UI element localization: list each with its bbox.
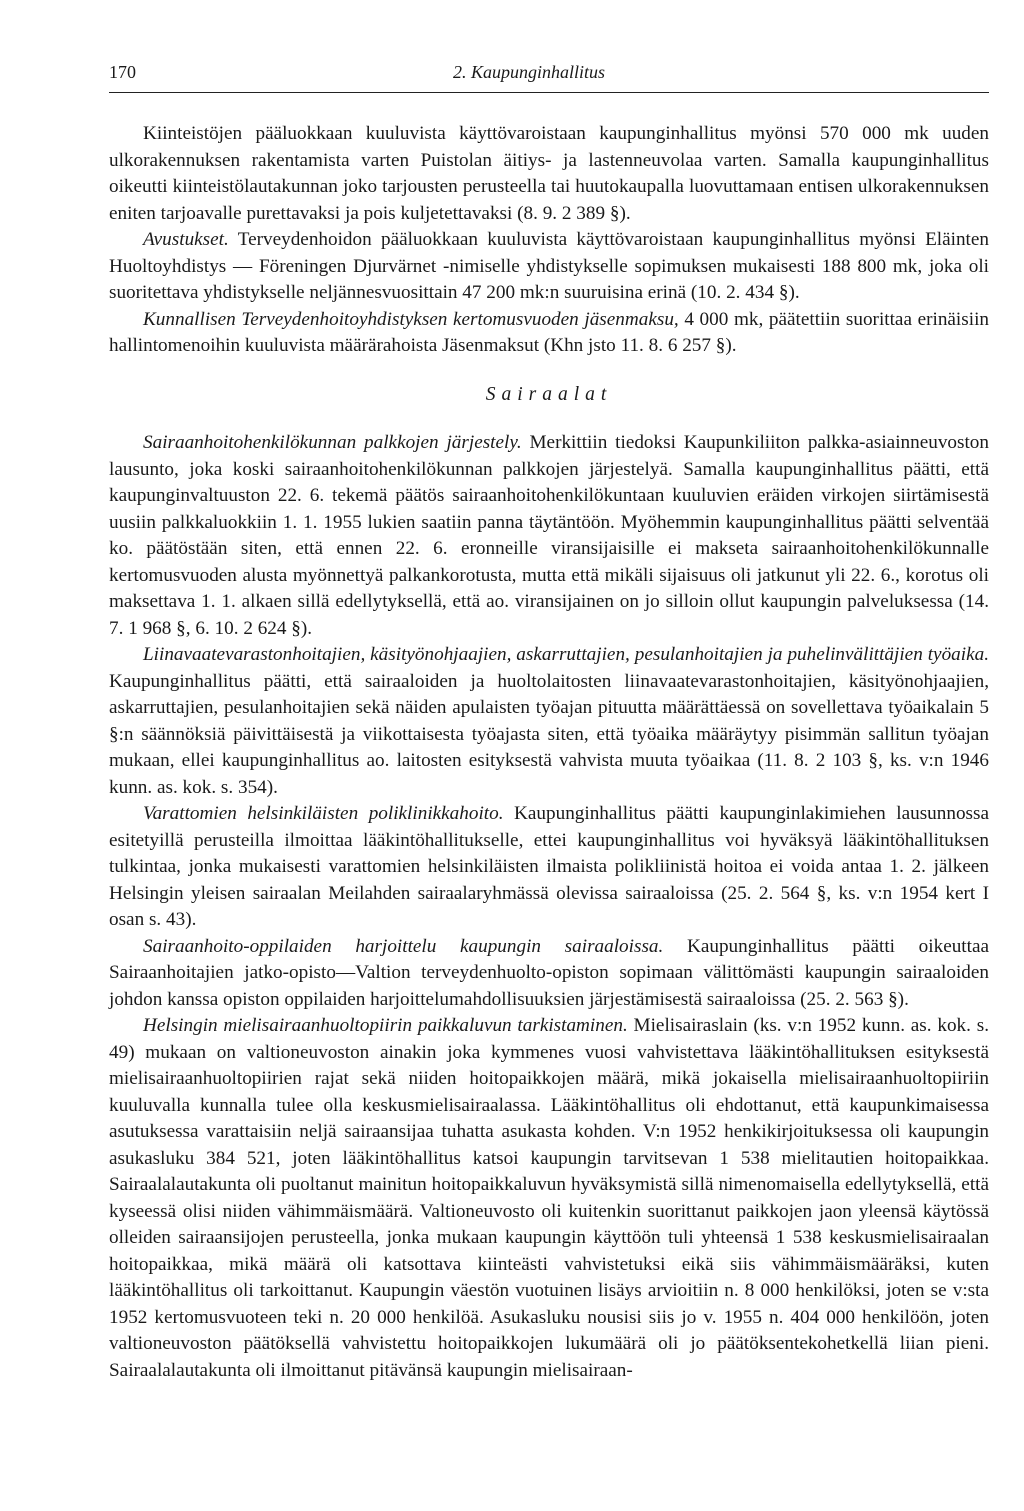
paragraph: [109, 1013, 989, 1384]
page-number: 170: [109, 62, 136, 82]
paragraph: [109, 642, 989, 801]
paragraph-text: Kaupunginhallitus päätti kaupunginlakimiehen lausunnossa esitetyillä perusteilla ilmoittaa lääkintöhallitukselle, ettei kaupunginhallitus voi hyväksyä lääkintöhallituksen tulkintaa, jonka mukaisesti varattomien helsinkiläisten ilmaista polikliinistä hoitoa ei voida antaa 1. 2. jälkeen Helsingin yleisen sairaalan Meilahden sairaalaryhmässä olevissa sairaaloissa (25. 2. 564 §, ks. v:n 1954 kert I osan s. 43).: [109, 803, 989, 930]
paragraph: [109, 801, 989, 934]
running-title: 2. Kaupunginhallitus: [453, 62, 606, 82]
paragraph-lead: Sairaanhoito-oppilaiden harjoittelu kaupungin sairaaloissa.: [143, 935, 664, 957]
paragraph: [109, 227, 989, 307]
page-header: [109, 58, 989, 93]
paragraph-lead: Avustukset.: [143, 229, 229, 250]
paragraph-lead: Varattomien helsinkiläisten poliklinikkahoito.: [143, 803, 504, 824]
paragraph-text: Terveydenhoidon pääluokkaan kuuluvista käyttövaroistaan kaupunginhallitus myönsi Eläinten Huoltoyhdistys — Föreningen Djurvärnet -nimiselle yhdistykselle sopimuksen mukaisesti 188 800 mk, joka oli suoritettava yhdistykselle neljännesvuosittain 47 200 mk:n suuruisina erinä (10. 2. 434 §).: [109, 229, 989, 303]
paragraph-text: Mielisairaslain (ks. v:n 1952 kunn. as. kok. s. 49) mukaan on valtioneuvoston ainakin joka kymmenes vuosi vahvistettava lääkintöhallituksen esityksestä mielisairaanhuoltopiirien rajat sekä niiden hoitopaikkojen määrä, mikä jokaisella mielisairaanhuoltopiiriin kuuluvalla kunnalla tulee olla keskusmielisairaalassa. Lääkintöhallitus oli ehdottanut, että kaupunkimaisessa asutuksessa varattaisiin neljä sairaansijaa tuhatta asukasta kohden. V:n 1952 henkikirjoituksessa oli kaupungin asukasluku 384 521, joten lääkintöhallitus katsoi kaupungin tarvitsevan 1 538 mielitautien hoitopaikkaa. Sairaalalautakunta oli puoltanut mainitun hoitopaikkaluvun hyväksymistä sillä nimenomaisella edellytyksellä, että kyseessä olisi niiden vähimmäismäärä. Valtioneuvosto oli kuitenkin suorittanut paikkojen jaon yleensä käytössä olleiden sairaansijojen perusteella, jonka mukaan kaupungin käyttöön tuli yhteensä 1 538 keskusmielisairaalan hoitopaikkaa, mikä määrä oli katsottava kiinteästi vahvistetuksi eikä siis vähimmäismääräksi, kuten lääkintöhallitus oli tarkoittanut. Kaupungin väestön vuotuinen lisäys arvioitiin n. 8 000 henkilöksi, joten se v:sta 1952 kertomusvuoteen teki n. 20 000 henkilöä. Asukasluku nousisi siis jo v. 1955 n. 404 000 henkilöön, joten valtioneuvoston päätöksellä vahvistettu hoitopaikkojen lukumäärä oli jo päätöksentekohetkellä liian pieni. Sairaalalautakunta oli ilmoittanut pitävänsä kaupungin mielisairaan-: [109, 1015, 989, 1381]
document-page: [109, 58, 989, 1384]
paragraph: [109, 934, 989, 1014]
body-text: [109, 121, 989, 1384]
paragraph: [109, 430, 989, 642]
paragraph-text: Kaupunginhallitus päätti oikeuttaa Sairaanhoitajien jatko-opisto—Valtion terveydenhuolto-opiston sopimaan välittömästi kaupungin sairaaloiden johdon kanssa opiston oppilaiden harjoittelumahdollisuuksien järjestämisestä sairaaloissa (25. 2. 563 §).: [109, 935, 989, 1010]
paragraph-lead: Liinavaatevarastonhoitajien, käsityönohjaajien, askarruttajien, pesulanhoitajien ja puhelinvälittäjien työaika.: [143, 644, 989, 665]
paragraph-text: Merkittiin tiedoksi Kaupunkiliiton palkka-asiainneuvoston lausunto, joka koski sairaanhoitohenkilökunnan palkkojen järjestelyä. Samalla kaupunginhallitus päätti, että kaupunginvaltuuston 22. 6. tekemä päätös sairaanhoitohenkilökuntaan kuuluvien eräiden virkojen siirtämisestä uusiin palkkaluokkiin 1. 1. 1955 lukien saatiin panna täytäntöön. Myöhemmin kaupunginhallitus päätti selventää ko. päätöstään siten, että ennen 22. 6. eronneille viransijaisille ei makseta sairaanhoitohenkilökunnalle kertomusvuoden alusta myönnettyä palkankorotusta, mutta että mikäli sijaisuus oli jatkunut yli 22. 6., korotus oli maksettava 1. 1. alkaen sillä edellytyksellä, että ao. viransijainen on jo silloin ollut kaupungin palveluksessa (14. 7. 1 968 §, 6. 10. 2 624 §).: [109, 432, 989, 639]
paragraph: [109, 121, 989, 227]
paragraph-lead: Helsingin mielisairaanhuoltopiirin paikkaluvun tarkistaminen.: [143, 1015, 628, 1036]
section-heading: Sairaalat: [485, 383, 613, 405]
paragraph-lead: Kunnallisen Terveydenhoitoyhdistyksen kertomusvuoden jäsenmaksu,: [143, 308, 679, 330]
paragraph-lead: Sairaanhoitohenkilökunnan palkkojen järjestely.: [143, 432, 522, 453]
paragraph: [109, 307, 989, 360]
paragraph-text: 4 000 mk, päätettiin suorittaa erinäisiin hallintomenoihin kuuluvista määrärahoista Jäsenmaksut (Khn jsto 11. 8. 6 257 §).: [109, 308, 989, 356]
paragraph-text: Kiinteistöjen pääluokkaan kuuluvista käyttövaroistaan kaupunginhallitus myönsi 570 000 mk uuden ulkorakennuksen rakentamista varten Puistolan äitiys- ja lastenneuvolaa varten. Samalla kaupunginhallitus oikeutti kiinteistölautakunnan joko tarjousten perusteella tai huutokaupalla luovuttamaan entisen ulkorakennuksen eniten tarjoavalle purettavaksi ja pois kuljetettavaksi (8. 9. 2 389 §).: [109, 123, 989, 224]
paragraph-text: Kaupunginhallitus päätti, että sairaaloiden ja huoltolaitosten liinavaatevarastonhoitajien, käsityönohjaajien, askarruttajien, pesulanhoitajien sekä näiden apulaisten työajan pituutta määrättäessä on sovellettava työaikalain 5 §:n säännöksiä päivittäisestä ja viikottaisesta työajasta siten, että työaika määräytyy pisimmän sallitun työajan mukaan, ellei kaupunginhallitus ao. laitosten esityksestä vahvista muuta työaikaa (11. 8. 2 103 §, ks. v:n 1946 kunn. as. kok. s. 354).: [109, 670, 989, 798]
